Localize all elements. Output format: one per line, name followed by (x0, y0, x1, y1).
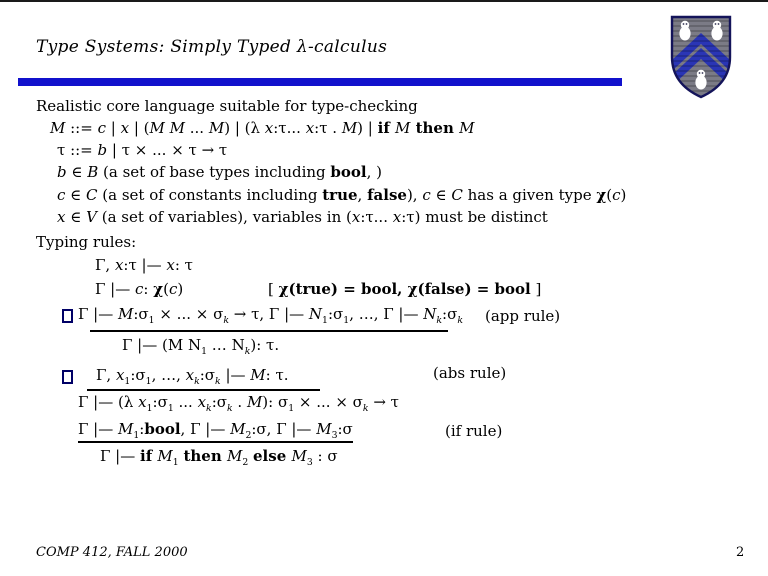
text-segment: :σ (199, 366, 216, 384)
text-segment: ( (163, 280, 169, 298)
text-segment: x (120, 119, 130, 137)
text-segment: ... (185, 119, 209, 137)
text-segment: ) (177, 280, 184, 298)
abs-rule-bullet-icon (62, 370, 73, 384)
text-segment: × ... × σ (154, 305, 224, 323)
text-segment: Γ |— (100, 447, 140, 465)
text-segment: Γ, (96, 366, 116, 384)
text-segment: x (185, 366, 195, 384)
text-segment: 1 (145, 376, 152, 387)
page-number: 2 (736, 545, 745, 560)
text-segment: b (57, 163, 67, 181)
text-segment: 1 (167, 403, 174, 414)
text-segment: M (395, 119, 411, 137)
text-segment: , …, (151, 366, 186, 384)
footer-course-label: COMP 412, FALL 2000 (36, 545, 188, 560)
text-segment: → τ (368, 393, 399, 411)
top-edge-line (0, 0, 768, 2)
abs-rule-conclusion (78, 393, 399, 414)
text-segment: 1 (172, 457, 179, 468)
text-segment: k (244, 346, 251, 357)
text-segment: ∈ (65, 186, 87, 204)
text-segment: N (423, 305, 437, 323)
text-segment: ), (406, 186, 423, 204)
text-segment: 1 (148, 315, 155, 326)
text-segment: χ(true) = bool, χ(false) = bool (278, 280, 531, 298)
text-segment: 1 (146, 403, 153, 414)
text-segment: (a set of base types including (98, 163, 331, 181)
text-segment: | τ × ... × τ → τ (107, 141, 228, 159)
text-segment: 1 (288, 403, 295, 414)
text-segment: M (118, 420, 134, 438)
text-segment: c (612, 186, 621, 204)
text-segment: , ) (366, 163, 383, 181)
text-segment: :τ |— (123, 256, 167, 274)
text-segment: ::= (65, 119, 98, 137)
text-segment: 2 (245, 430, 252, 441)
text-segment: has a given type (462, 186, 597, 204)
text-segment: τ ::= (57, 141, 98, 159)
text-segment: false (367, 186, 407, 204)
text-segment: :σ (442, 305, 458, 323)
constant-axiom-line (95, 280, 183, 298)
variable-axiom-line (95, 256, 193, 274)
text-segment: :σ (337, 420, 353, 438)
text-segment: χ (153, 280, 164, 298)
text-segment: ): τ. (250, 336, 280, 354)
text-segment: c (135, 280, 144, 298)
slide-title: Type Systems: Simply Typed λ-calculus (36, 37, 388, 57)
text-segment: :σ (130, 366, 146, 384)
text-segment: Γ |— (λ (78, 393, 139, 411)
text-segment: : τ (174, 256, 193, 274)
text-segment: M (230, 420, 246, 438)
variables-line (57, 208, 548, 226)
text-segment: x (305, 119, 315, 137)
text-segment: bool (144, 420, 181, 438)
constant-axiom-note (268, 280, 541, 298)
text-segment: 3 (331, 430, 338, 441)
text-segment: M (316, 420, 332, 438)
text-segment: ∈ (65, 208, 87, 226)
text-segment: :τ . (314, 119, 342, 137)
text-segment: b (97, 141, 108, 159)
if-rule-label: (if rule) (445, 422, 503, 440)
text-segment: c (57, 186, 66, 204)
text-segment: bool (330, 163, 367, 181)
text-segment: x (264, 119, 274, 137)
text-segment: 1 (133, 430, 140, 441)
text-segment: if (140, 447, 158, 465)
typing-rules-heading: Typing rules: (36, 233, 137, 251)
text-segment: then (183, 447, 227, 465)
text-segment: : τ. (265, 366, 289, 384)
text-segment: :σ (327, 305, 344, 323)
text-segment: → τ, Γ |— (228, 305, 309, 323)
text-segment: Γ, (95, 256, 115, 274)
text-segment: M (459, 119, 475, 137)
text-segment: , (357, 186, 368, 204)
text-segment: x (351, 208, 361, 226)
if-rule-premise (78, 420, 353, 443)
text-segment: | ( (129, 119, 150, 137)
text-segment: … N (207, 336, 245, 354)
text-segment: ): σ (262, 393, 289, 411)
text-segment: x (57, 208, 66, 226)
if-rule-conclusion (100, 447, 338, 468)
text-segment: x (392, 208, 402, 226)
text-segment: M (246, 393, 263, 411)
base-types-line (57, 163, 382, 181)
text-segment: :τ) must be distinct (401, 208, 548, 226)
text-segment: k (223, 315, 229, 326)
text-segment: M (157, 447, 173, 465)
text-segment: V (86, 208, 97, 226)
text-segment: χ (596, 186, 607, 204)
text-segment: (a set of variables), variables in ( (96, 208, 352, 226)
text-segment: ( (606, 186, 613, 204)
intro-line: Realistic core language suitable for type-checking (36, 97, 418, 115)
abs-rule-fraction-bar (87, 389, 320, 391)
text-segment: : (139, 420, 145, 438)
text-segment: Γ |— (78, 420, 118, 438)
text-segment: , Γ |— (180, 420, 231, 438)
text-segment: k (457, 315, 463, 326)
text-segment: ∈ (430, 186, 452, 204)
text-segment: 1 (322, 315, 328, 326)
text-segment: | (105, 119, 121, 137)
text-segment: :σ (152, 393, 168, 411)
text-segment: , …, Γ |— (349, 305, 424, 323)
text-segment: ) (620, 186, 627, 204)
text-segment: C (451, 186, 463, 204)
app-rule-fraction-bar (90, 330, 448, 332)
text-segment: : (143, 280, 154, 298)
text-segment: Γ |— (M N (122, 336, 202, 354)
app-rule-premise (78, 305, 463, 326)
text-segment: :τ... (360, 208, 393, 226)
text-segment: M M (149, 119, 185, 137)
text-segment: ) | (λ (224, 119, 265, 137)
text-segment: x (114, 256, 124, 274)
text-segment: :σ (211, 393, 227, 411)
text-segment: 1 (343, 315, 350, 326)
text-segment: k (226, 403, 233, 414)
text-segment: N (308, 305, 323, 323)
text-segment: M (250, 366, 266, 384)
text-segment: M (118, 305, 134, 323)
title-underline-bar (18, 78, 622, 86)
text-segment: then (410, 119, 460, 137)
text-segment: k (194, 376, 200, 387)
text-segment: if (377, 119, 395, 137)
text-segment: ∈ (66, 163, 88, 181)
grammar-type-line (57, 141, 227, 159)
text-segment: ] (530, 280, 542, 298)
text-segment: c (422, 186, 431, 204)
text-segment: k (362, 403, 369, 414)
text-segment: k (215, 376, 221, 387)
text-segment: [ (268, 280, 279, 298)
text-segment: x (115, 366, 125, 384)
text-segment: M (341, 119, 358, 137)
text-segment: M (208, 119, 225, 137)
text-segment: true (322, 186, 358, 204)
text-segment: else (253, 447, 292, 465)
text-segment: x (197, 393, 207, 411)
constants-line (57, 186, 626, 204)
text-segment: x (166, 256, 175, 274)
shield-icon (667, 11, 735, 103)
text-segment: 2 (242, 457, 249, 468)
text-segment: × ... × σ (294, 393, 363, 411)
text-segment: : σ (312, 447, 338, 465)
text-segment: B (87, 163, 99, 181)
text-segment: :σ, Γ |— (251, 420, 317, 438)
text-segment: ... (173, 393, 198, 411)
app-rule-conclusion (122, 336, 280, 357)
text-segment: x (138, 393, 147, 411)
text-segment: ) | (357, 119, 378, 137)
text-segment: k (206, 403, 212, 414)
text-segment: C (86, 186, 98, 204)
text-segment: c (97, 119, 106, 137)
text-segment: c (168, 280, 178, 298)
app-rule-label: (app rule) (485, 307, 561, 325)
abs-rule-premise (96, 366, 289, 387)
text-segment: |— (220, 366, 251, 384)
text-segment: :τ... (273, 119, 306, 137)
text-segment: 1 (124, 376, 131, 387)
text-segment: Γ |— (95, 280, 135, 298)
text-segment: Γ |— (78, 305, 118, 323)
text-segment: :σ (133, 305, 149, 323)
text-segment: M (291, 447, 307, 465)
text-segment: M (226, 447, 243, 465)
text-segment: k (436, 315, 443, 326)
text-segment: 3 (306, 457, 313, 468)
text-segment: M (50, 119, 66, 137)
grammar-term-line (50, 119, 474, 137)
text-segment: 1 (201, 346, 208, 357)
rice-shield-logo (667, 11, 735, 103)
abs-rule-label: (abs rule) (433, 364, 507, 382)
text-segment: . (232, 393, 247, 411)
text-segment: (a set of constants including (97, 186, 323, 204)
app-rule-bullet-icon (62, 309, 73, 323)
